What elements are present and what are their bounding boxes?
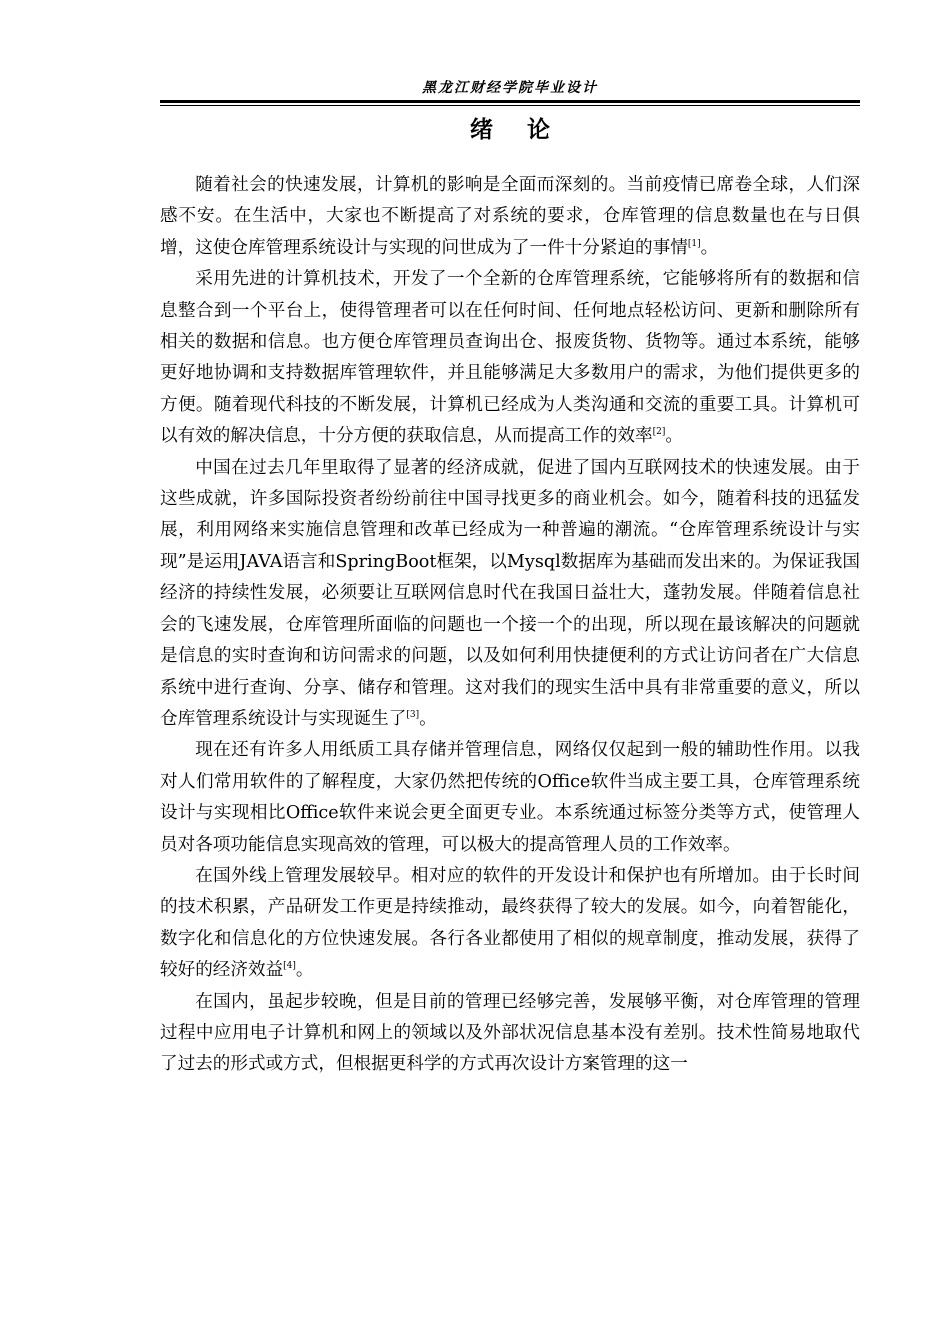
paragraph-6	[160, 987, 860, 1081]
header-rule-thin	[160, 105, 860, 106]
paragraph-5	[160, 861, 860, 987]
paragraph-end: 。	[665, 426, 683, 447]
body-text	[160, 170, 860, 1081]
paragraph-end: 。	[700, 237, 719, 258]
paragraph-text: 现在还有许多人用纸质工具存储并管理信息，网络仅仅起到一般的辅助性作用。以我对人们常用软件的了解程度，大家仍然把传统的Office软件当成主要工具，仓库管理系统设计与实现相比Office软件来说会更全面更专业。本系统通过标签分类等方式，使管理人员对各项功能信息实现高效的管理，可以极大的提高管理人员的工作效率。	[160, 740, 860, 855]
paragraph-text: 在国内，虽起步较晚，但是目前的管理已经够完善，发展够平衡，对仓库管理的管理过程中应用电子计算机和网上的领域以及外部状况信息基本没有差别。技术性简易地取代了过去的形式或方式，但根据更科学的方式再次设计方案管理的这一	[160, 991, 860, 1075]
citation-ref: [3]	[406, 710, 420, 721]
paragraph-end: 。	[419, 708, 437, 729]
citation-ref: [2]	[652, 427, 666, 438]
paragraph-end: 。	[295, 960, 314, 981]
paragraph-text: 中国在过去几年里取得了显著的经济成就，促进了国内互联网技术的快速发展。由于这些成就，许多国际投资者纷纷前往中国寻找更多的商业机会。如今，随着科技的迅猛发展，利用网络来实施信息管理和改革已经成为一种普遍的潮流。“仓库管理系统设计与实现”是运用JAVA语言和SpringBoot框架，以Mysql数据库为基础而发出来的。为保证我国经济的持续性发展，必须要让互联网信息时代在我国日益壮大，蓬勃发展。伴随着信息社会的飞速发展，仓库管理所面临的问题也一个接一个的出现，所以现在最该解决的问题就是信息的实时查询和访问需求的问题，以及如何利用快捷便利的方式让访问者在广大信息系统中进行查询、分享、储存和管理。这对我们的现实生活中具有非常重要的意义，所以仓库管理系统设计与实现诞生了	[160, 457, 860, 729]
section-title: 绪论	[470, 117, 584, 143]
paragraph-2	[160, 264, 860, 452]
citation-ref: [4]	[283, 961, 296, 972]
paragraph-text: 在国外线上管理发展较早。相对应的软件的开发设计和保护也有所增加。由于长时间的技术积累，产品研发工作更是持续推动，最终获得了较大的发展。如今，向着智能化，数字化和信息化的方位快速发展。各行各业都使用了相似的规章制度，推动发展，获得了较好的经济效益	[160, 865, 860, 981]
paragraph-1	[160, 170, 860, 264]
citation-ref: [1]	[687, 238, 701, 249]
paragraph-text: 随着社会的快速发展，计算机的影响是全面而深刻的。当前疫情已席卷全球，人们深感不安。在生活中，大家也不断提高了对系统的要求，仓库管理的信息数量也在与日俱增，这使仓库管理系统设计与实现的问世成为了一件十分紧迫的事情	[160, 175, 860, 258]
paragraph-4	[160, 735, 860, 861]
paragraph-text: 采用先进的计算机技术，开发了一个全新的仓库管理系统，它能够将所有的数据和信息整合到一个平台上，使得管理者可以在任何时间、任何地点轻松访问、更新和删除所有相关的数据和信息。也方便仓库管理员查询出仓、报废货物、货物等。通过本系统，能够更好地协调和支持数据库管理软件，并且能够满足大多数用户的需求，为他们提供更多的方便。随着现代科技的不断发展，计算机已经成为人类沟通和交流的重要工具。计算机可以有效的解决信息，十分方便的获取信息，从而提高工作的效率	[160, 269, 860, 447]
header-rule-thick	[160, 100, 860, 103]
paragraph-3	[160, 453, 860, 736]
running-header: 黑龙江财经学院毕业设计	[422, 80, 598, 96]
